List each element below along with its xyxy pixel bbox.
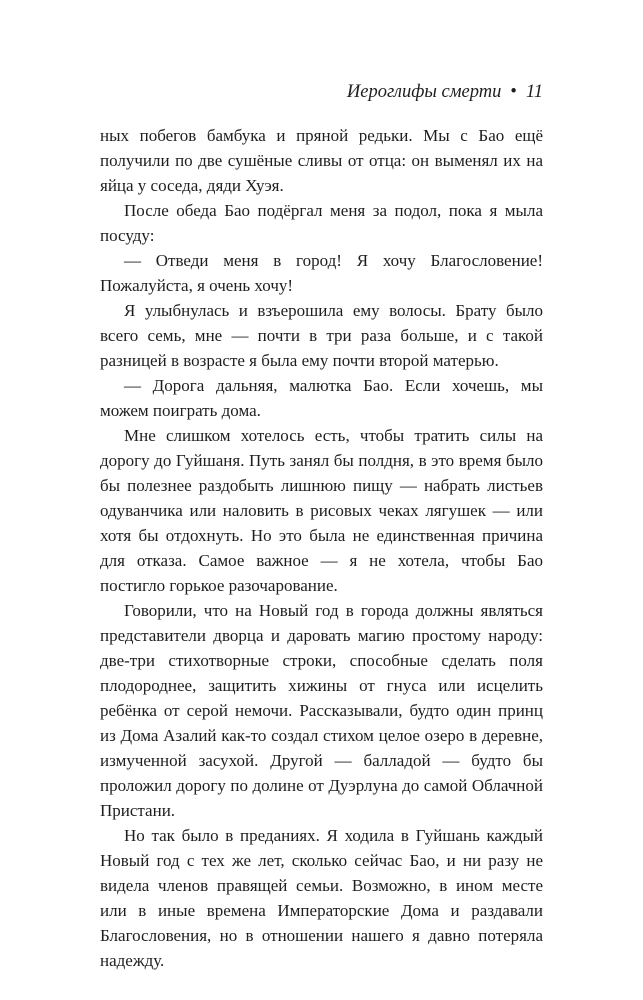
- paragraph: Говорили, что на Новый год в города должны являться представители дворца и даровать магию простому народу: две-три стихотворные строки, способные сделать поля плодороднее, защитить хижины от гнуса или исцелить ребёнка от серой немочи. Рассказывали, будто один принц из Дома Азалий как-то создал стихом целое озеро в деревне, измученной засухой. Другой — балладой — будто бы проложил дорогу по долине от Дуэрлуна до самой Облачной Пристани.: [100, 601, 543, 820]
- paragraph: ных побегов бамбука и пряной редьки. Мы с Бао ещё получили по две сушёные сливы от отца: он выменял их на яйца у соседа, дяди Хуэя.: [100, 126, 543, 195]
- paragraph: После обеда Бао подёргал меня за подол, пока я мыла посуду:: [100, 201, 543, 245]
- paragraph: Мне слишком хотелось есть, чтобы тратить силы на дорогу до Гуйшаня. Путь занял бы полдня, в это время было бы полезнее раздобыть лишнюю пищу — набрать листьев одуванчика или наловить в рисовых чеках лягушек — или хотя бы отдохнуть. Но это была не единственная причина для отказа. Самое важное — я не хотела, чтобы Бао постигло горькое разочарование.: [100, 426, 543, 595]
- running-header: [347, 82, 543, 103]
- header-separator: •: [510, 82, 517, 102]
- paragraph: Я улыбнулась и взъерошила ему волосы. Брату было всего семь, мне — почти в три раза больше, и с такой разницей в возрасте я была ему почти второй матерью.: [100, 301, 543, 370]
- page-body: [100, 123, 543, 973]
- paragraph: Но так было в преданиях. Я ходила в Гуйшань каждый Новый год с тех же лет, сколько сейчас Бао, и ни разу не видела членов правящей семьи. Возможно, в ином месте или в иные времена Императорские Дома и раздавали Благословения, но в отношении нашего я давно потеряла надежду.: [100, 826, 543, 970]
- page-number: 11: [525, 82, 543, 102]
- book-title: Иероглифы смерти: [346, 82, 502, 102]
- paragraph: — Дорога дальняя, малютка Бао. Если хочешь, мы можем поиграть дома.: [100, 376, 543, 420]
- paragraph: — Отведи меня в город! Я хочу Благословение! Пожалуйста, я очень хочу!: [100, 251, 543, 295]
